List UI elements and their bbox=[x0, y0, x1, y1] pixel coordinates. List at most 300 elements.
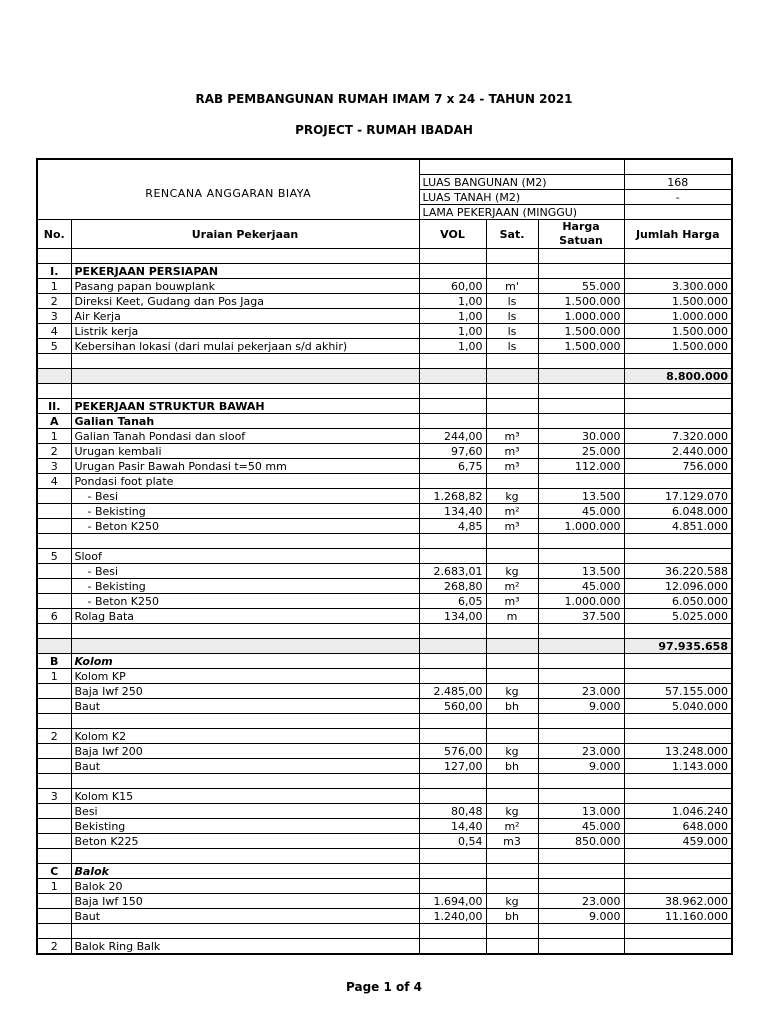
row-no bbox=[37, 834, 71, 849]
row-harga bbox=[538, 264, 624, 279]
row-sat bbox=[486, 549, 538, 564]
row-uraian: Urugan Pasir Bawah Pondasi t=50 mm bbox=[71, 459, 419, 474]
row-uraian: Kolom bbox=[71, 654, 419, 669]
row-harga: 55.000 bbox=[538, 279, 624, 294]
document-title: RAB PEMBANGUNAN RUMAH IMAM 7 x 24 - TAHUN 2021 bbox=[195, 92, 573, 106]
table-row bbox=[37, 564, 732, 579]
table-row bbox=[37, 879, 732, 894]
row-jumlah bbox=[624, 384, 732, 399]
row-uraian: Pondasi foot plate bbox=[71, 474, 419, 489]
row-jumlah: 8.800.000 bbox=[624, 369, 732, 384]
row-no bbox=[37, 594, 71, 609]
row-no: 2 bbox=[37, 729, 71, 744]
row-uraian: - Beton K250 bbox=[71, 594, 419, 609]
row-uraian: Baja Iwf 250 bbox=[71, 684, 419, 699]
row-jumlah bbox=[624, 354, 732, 369]
row-jumlah: 13.248.000 bbox=[624, 744, 732, 759]
row-harga: 850.000 bbox=[538, 834, 624, 849]
row-no: 3 bbox=[37, 309, 71, 324]
table-row bbox=[37, 789, 732, 804]
row-jumlah: 7.320.000 bbox=[624, 429, 732, 444]
table-row bbox=[37, 699, 732, 714]
row-jumlah: 97.935.658 bbox=[624, 639, 732, 654]
row-uraian bbox=[71, 384, 419, 399]
row-harga: 13.000 bbox=[538, 804, 624, 819]
row-no bbox=[37, 714, 71, 729]
row-uraian: Baja Iwf 200 bbox=[71, 744, 419, 759]
row-no: C bbox=[37, 864, 71, 879]
row-sat: m² bbox=[486, 819, 538, 834]
row-no bbox=[37, 384, 71, 399]
rab-table bbox=[36, 158, 733, 955]
row-sat: ls bbox=[486, 294, 538, 309]
row-vol bbox=[419, 864, 486, 879]
blank-row bbox=[37, 924, 732, 939]
table-row bbox=[37, 744, 732, 759]
row-no: 4 bbox=[37, 324, 71, 339]
row-vol bbox=[419, 264, 486, 279]
table-row bbox=[37, 759, 732, 774]
row-no: 3 bbox=[37, 459, 71, 474]
row-sat bbox=[486, 384, 538, 399]
row-vol bbox=[419, 474, 486, 489]
row-vol: 576,00 bbox=[419, 744, 486, 759]
row-no bbox=[37, 924, 71, 939]
row-sat: m³ bbox=[486, 594, 538, 609]
row-vol: 6,05 bbox=[419, 594, 486, 609]
row-harga: 1.500.000 bbox=[538, 294, 624, 309]
row-uraian: Urugan kembali bbox=[71, 444, 419, 459]
row-sat: bh bbox=[486, 699, 538, 714]
row-uraian: Galian Tanah bbox=[71, 414, 419, 429]
row-no bbox=[37, 684, 71, 699]
row-no bbox=[37, 699, 71, 714]
row-vol bbox=[419, 369, 486, 384]
subsection-row bbox=[37, 414, 732, 429]
row-uraian: Direksi Keet, Gudang dan Pos Jaga bbox=[71, 294, 419, 309]
luas-bangunan-value: 168 bbox=[624, 175, 732, 190]
row-sat bbox=[486, 654, 538, 669]
row-harga: 9.000 bbox=[538, 909, 624, 924]
row-uraian: Beton K225 bbox=[71, 834, 419, 849]
row-vol bbox=[419, 879, 486, 894]
table-row bbox=[37, 939, 732, 955]
header-harga-line1: Harga bbox=[562, 220, 600, 233]
row-harga bbox=[538, 714, 624, 729]
row-uraian bbox=[71, 774, 419, 789]
row-sat: kg bbox=[486, 489, 538, 504]
row-harga: 112.000 bbox=[538, 459, 624, 474]
row-no bbox=[37, 774, 71, 789]
row-uraian bbox=[71, 849, 419, 864]
row-harga: 23.000 bbox=[538, 894, 624, 909]
row-no: 2 bbox=[37, 294, 71, 309]
table-row bbox=[37, 459, 732, 474]
row-vol: 244,00 bbox=[419, 429, 486, 444]
row-vol: 0,54 bbox=[419, 834, 486, 849]
luas-tanah-label: LUAS TANAH (M2) bbox=[419, 190, 624, 205]
table-row bbox=[37, 474, 732, 489]
row-harga bbox=[538, 669, 624, 684]
row-vol: 268,80 bbox=[419, 579, 486, 594]
row-sat: ls bbox=[486, 309, 538, 324]
row-no: 1 bbox=[37, 429, 71, 444]
row-harga bbox=[538, 849, 624, 864]
row-uraian: Kolom KP bbox=[71, 669, 419, 684]
row-uraian: Balok 20 bbox=[71, 879, 419, 894]
row-jumlah bbox=[624, 549, 732, 564]
row-uraian: Baut bbox=[71, 759, 419, 774]
row-uraian: - Bekisting bbox=[71, 504, 419, 519]
table-row bbox=[37, 519, 732, 534]
row-sat bbox=[486, 864, 538, 879]
row-no: 5 bbox=[37, 339, 71, 354]
row-no bbox=[37, 249, 71, 264]
row-vol: 14,40 bbox=[419, 819, 486, 834]
row-sat bbox=[486, 774, 538, 789]
row-uraian: Bekisting bbox=[71, 819, 419, 834]
row-jumlah: 756.000 bbox=[624, 459, 732, 474]
row-no bbox=[37, 804, 71, 819]
column-header-row bbox=[37, 220, 732, 249]
row-jumlah bbox=[624, 264, 732, 279]
row-uraian: Kolom K2 bbox=[71, 729, 419, 744]
table-row bbox=[37, 294, 732, 309]
row-jumlah: 1.000.000 bbox=[624, 309, 732, 324]
blank-row bbox=[37, 624, 732, 639]
row-sat: ls bbox=[486, 324, 538, 339]
row-jumlah: 1.500.000 bbox=[624, 294, 732, 309]
row-no bbox=[37, 894, 71, 909]
row-no bbox=[37, 624, 71, 639]
subtotal-row bbox=[37, 369, 732, 384]
row-no bbox=[37, 909, 71, 924]
row-no: 2 bbox=[37, 939, 71, 955]
table-row bbox=[37, 324, 732, 339]
table-row bbox=[37, 684, 732, 699]
row-uraian bbox=[71, 624, 419, 639]
section-row bbox=[37, 399, 732, 414]
row-jumlah bbox=[624, 669, 732, 684]
row-jumlah: 12.096.000 bbox=[624, 579, 732, 594]
table-row bbox=[37, 489, 732, 504]
row-no bbox=[37, 819, 71, 834]
row-harga bbox=[538, 369, 624, 384]
row-sat: m bbox=[486, 609, 538, 624]
row-harga: 25.000 bbox=[538, 444, 624, 459]
row-no bbox=[37, 564, 71, 579]
row-no bbox=[37, 504, 71, 519]
rab-heading: RENCANA ANGGARAN BIAYA bbox=[37, 159, 419, 220]
row-no: 1 bbox=[37, 669, 71, 684]
row-jumlah bbox=[624, 624, 732, 639]
row-sat: m² bbox=[486, 504, 538, 519]
row-jumlah bbox=[624, 414, 732, 429]
row-vol: 1,00 bbox=[419, 309, 486, 324]
row-sat: kg bbox=[486, 684, 538, 699]
row-sat bbox=[486, 639, 538, 654]
row-uraian: Balok Ring Balk bbox=[71, 939, 419, 955]
header-jumlah: Jumlah Harga bbox=[624, 220, 732, 249]
row-jumlah bbox=[624, 249, 732, 264]
row-uraian bbox=[71, 369, 419, 384]
row-uraian: PEKERJAAN PERSIAPAN bbox=[71, 264, 419, 279]
header-uraian: Uraian Pekerjaan bbox=[71, 220, 419, 249]
row-harga: 1.000.000 bbox=[538, 519, 624, 534]
row-sat bbox=[486, 669, 538, 684]
row-sat: m' bbox=[486, 279, 538, 294]
row-sat bbox=[486, 939, 538, 955]
table-row bbox=[37, 429, 732, 444]
header-harga-satuan bbox=[538, 220, 624, 249]
row-no bbox=[37, 849, 71, 864]
row-harga: 30.000 bbox=[538, 429, 624, 444]
row-sat: m³ bbox=[486, 444, 538, 459]
row-no bbox=[37, 759, 71, 774]
row-jumlah bbox=[624, 939, 732, 955]
row-no: 1 bbox=[37, 879, 71, 894]
row-jumlah bbox=[624, 924, 732, 939]
row-jumlah: 5.025.000 bbox=[624, 609, 732, 624]
row-uraian: Baut bbox=[71, 909, 419, 924]
row-vol bbox=[419, 624, 486, 639]
table-row bbox=[37, 444, 732, 459]
table-row bbox=[37, 279, 732, 294]
blank-row bbox=[37, 714, 732, 729]
row-harga bbox=[538, 789, 624, 804]
row-jumlah: 1.143.000 bbox=[624, 759, 732, 774]
subsection-row bbox=[37, 654, 732, 669]
row-vol bbox=[419, 849, 486, 864]
row-sat bbox=[486, 474, 538, 489]
table-row bbox=[37, 609, 732, 624]
row-vol: 2.485,00 bbox=[419, 684, 486, 699]
row-harga: 45.000 bbox=[538, 579, 624, 594]
row-sat bbox=[486, 849, 538, 864]
row-uraian: Kolom K15 bbox=[71, 789, 419, 804]
row-jumlah: 6.048.000 bbox=[624, 504, 732, 519]
luas-tanah-value: - bbox=[624, 190, 732, 205]
row-sat bbox=[486, 399, 538, 414]
row-jumlah bbox=[624, 474, 732, 489]
row-no: I. bbox=[37, 264, 71, 279]
row-jumlah bbox=[624, 849, 732, 864]
row-jumlah: 2.440.000 bbox=[624, 444, 732, 459]
row-harga bbox=[538, 414, 624, 429]
row-sat bbox=[486, 414, 538, 429]
row-harga bbox=[538, 534, 624, 549]
row-harga: 23.000 bbox=[538, 684, 624, 699]
row-sat: kg bbox=[486, 564, 538, 579]
row-harga: 13.500 bbox=[538, 564, 624, 579]
blank-row bbox=[37, 534, 732, 549]
row-uraian bbox=[71, 534, 419, 549]
row-jumlah: 36.220.588 bbox=[624, 564, 732, 579]
row-uraian: - Beton K250 bbox=[71, 519, 419, 534]
row-uraian: Besi bbox=[71, 804, 419, 819]
lama-value bbox=[624, 205, 732, 220]
row-jumlah bbox=[624, 729, 732, 744]
row-vol bbox=[419, 924, 486, 939]
row-vol: 1,00 bbox=[419, 294, 486, 309]
row-vol: 1.694,00 bbox=[419, 894, 486, 909]
row-uraian: Rolag Bata bbox=[71, 609, 419, 624]
row-no: A bbox=[37, 414, 71, 429]
row-vol bbox=[419, 384, 486, 399]
row-vol bbox=[419, 789, 486, 804]
blank-row bbox=[37, 354, 732, 369]
row-sat bbox=[486, 789, 538, 804]
row-uraian: Air Kerja bbox=[71, 309, 419, 324]
table-row bbox=[37, 339, 732, 354]
row-no bbox=[37, 579, 71, 594]
row-no bbox=[37, 369, 71, 384]
row-harga bbox=[538, 939, 624, 955]
table-row bbox=[37, 729, 732, 744]
row-sat: bh bbox=[486, 759, 538, 774]
row-vol bbox=[419, 414, 486, 429]
row-harga: 9.000 bbox=[538, 759, 624, 774]
header-no: No. bbox=[37, 220, 71, 249]
row-vol: 80,48 bbox=[419, 804, 486, 819]
row-jumlah: 57.155.000 bbox=[624, 684, 732, 699]
row-no bbox=[37, 534, 71, 549]
row-no: B bbox=[37, 654, 71, 669]
row-sat bbox=[486, 924, 538, 939]
row-harga bbox=[538, 879, 624, 894]
row-harga bbox=[538, 774, 624, 789]
row-harga bbox=[538, 924, 624, 939]
row-sat bbox=[486, 354, 538, 369]
row-jumlah bbox=[624, 789, 732, 804]
header-harga-line2: Satuan bbox=[559, 234, 603, 247]
row-uraian bbox=[71, 249, 419, 264]
row-harga: 9.000 bbox=[538, 699, 624, 714]
row-no: 4 bbox=[37, 474, 71, 489]
row-harga: 23.000 bbox=[538, 744, 624, 759]
row-jumlah: 3.300.000 bbox=[624, 279, 732, 294]
row-jumlah: 17.129.070 bbox=[624, 489, 732, 504]
row-jumlah bbox=[624, 774, 732, 789]
row-vol bbox=[419, 714, 486, 729]
row-uraian: - Bekisting bbox=[71, 579, 419, 594]
row-uraian: Baut bbox=[71, 699, 419, 714]
row-no bbox=[37, 519, 71, 534]
row-sat: m³ bbox=[486, 459, 538, 474]
row-no: 5 bbox=[37, 549, 71, 564]
row-jumlah: 6.050.000 bbox=[624, 594, 732, 609]
row-uraian bbox=[71, 924, 419, 939]
section-row bbox=[37, 264, 732, 279]
row-vol bbox=[419, 549, 486, 564]
project-subtitle: PROJECT - RUMAH IBADAH bbox=[295, 123, 473, 137]
row-jumlah bbox=[624, 879, 732, 894]
row-vol: 4,85 bbox=[419, 519, 486, 534]
table-row bbox=[37, 594, 732, 609]
table-row bbox=[37, 549, 732, 564]
row-no: II. bbox=[37, 399, 71, 414]
row-vol: 1,00 bbox=[419, 324, 486, 339]
row-vol bbox=[419, 729, 486, 744]
row-jumlah: 1.500.000 bbox=[624, 339, 732, 354]
page-footer: Page 1 of 4 bbox=[346, 980, 422, 994]
row-jumlah: 4.851.000 bbox=[624, 519, 732, 534]
row-harga: 13.500 bbox=[538, 489, 624, 504]
blank-row bbox=[37, 384, 732, 399]
row-vol: 560,00 bbox=[419, 699, 486, 714]
row-jumlah: 1.500.000 bbox=[624, 324, 732, 339]
row-harga bbox=[538, 654, 624, 669]
row-harga bbox=[538, 729, 624, 744]
row-uraian: Baja Iwf 150 bbox=[71, 894, 419, 909]
row-sat bbox=[486, 714, 538, 729]
row-harga: 37.500 bbox=[538, 609, 624, 624]
row-vol bbox=[419, 774, 486, 789]
row-vol: 1.240,00 bbox=[419, 909, 486, 924]
table-row bbox=[37, 579, 732, 594]
row-uraian: PEKERJAAN STRUKTUR BAWAH bbox=[71, 399, 419, 414]
row-uraian: Balok bbox=[71, 864, 419, 879]
row-jumlah: 1.046.240 bbox=[624, 804, 732, 819]
table-row bbox=[37, 894, 732, 909]
row-harga: 45.000 bbox=[538, 504, 624, 519]
row-jumlah bbox=[624, 534, 732, 549]
row-sat bbox=[486, 624, 538, 639]
row-uraian: Pasang papan bouwplank bbox=[71, 279, 419, 294]
blank-row bbox=[37, 849, 732, 864]
row-harga bbox=[538, 474, 624, 489]
table-row bbox=[37, 909, 732, 924]
row-sat bbox=[486, 534, 538, 549]
row-jumlah bbox=[624, 864, 732, 879]
row-vol: 97,60 bbox=[419, 444, 486, 459]
row-sat: bh bbox=[486, 909, 538, 924]
row-vol: 127,00 bbox=[419, 759, 486, 774]
table-row bbox=[37, 819, 732, 834]
row-uraian: Kebersihan lokasi (dari mulai pekerjaan s/d akhir) bbox=[71, 339, 419, 354]
row-sat bbox=[486, 249, 538, 264]
row-sat: kg bbox=[486, 804, 538, 819]
row-vol: 1,00 bbox=[419, 339, 486, 354]
row-sat bbox=[486, 369, 538, 384]
row-uraian bbox=[71, 639, 419, 654]
row-jumlah bbox=[624, 654, 732, 669]
row-jumlah: 11.160.000 bbox=[624, 909, 732, 924]
row-harga: 1.000.000 bbox=[538, 309, 624, 324]
row-vol bbox=[419, 669, 486, 684]
row-harga: 1.500.000 bbox=[538, 339, 624, 354]
row-vol bbox=[419, 654, 486, 669]
row-vol: 134,40 bbox=[419, 504, 486, 519]
table-row bbox=[37, 804, 732, 819]
header-vol: VOL bbox=[419, 220, 486, 249]
row-sat: kg bbox=[486, 744, 538, 759]
table-row bbox=[37, 309, 732, 324]
row-vol: 2.683,01 bbox=[419, 564, 486, 579]
row-sat: m² bbox=[486, 579, 538, 594]
row-no: 6 bbox=[37, 609, 71, 624]
row-sat bbox=[486, 879, 538, 894]
row-vol: 1.268,82 bbox=[419, 489, 486, 504]
row-vol: 6,75 bbox=[419, 459, 486, 474]
row-no bbox=[37, 744, 71, 759]
row-vol bbox=[419, 939, 486, 955]
row-vol bbox=[419, 639, 486, 654]
row-no bbox=[37, 639, 71, 654]
row-sat bbox=[486, 729, 538, 744]
row-harga bbox=[538, 639, 624, 654]
blank-row bbox=[37, 774, 732, 789]
